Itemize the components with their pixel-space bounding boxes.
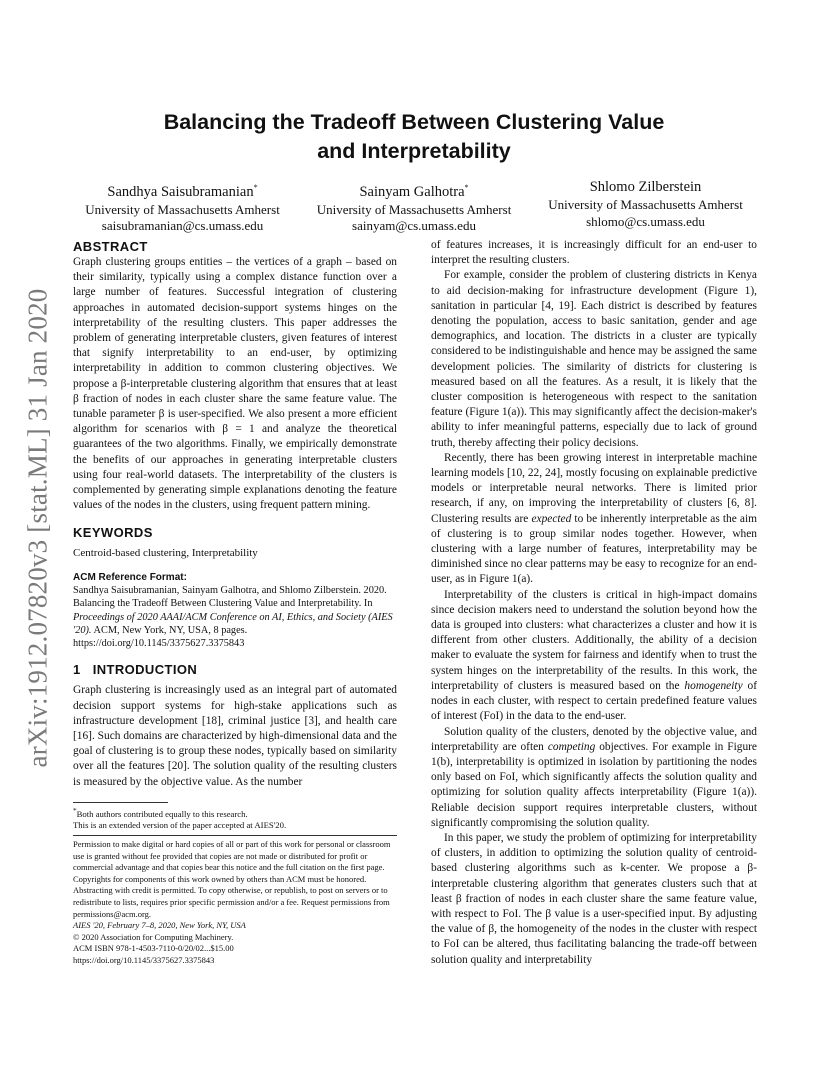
venue-text: AIES '20, February 7–8, 2020, New York, NY, USA <box>73 920 246 931</box>
permission-block <box>73 839 397 967</box>
copyright-text: © 2020 Association for Computing Machinery. <box>73 931 234 942</box>
paragraph-text: objectives. For example in Figure 1(b), interpretability is optimized in isolation by partitioning the nodes only based on FoI, which significantly affects the solution quality and optimizing for solution quality affects interpretability (Figure 1(a)). Reliable decision support requires interpretable clusters, without significantly compromising the solution quality. <box>431 740 757 829</box>
intro-paragraph-4 <box>431 588 757 725</box>
paragraph-text: Interpretability of the clusters is critical in high-impact domains since decision makers need to understand the solution beyond how the data is grouped into clusters: what characterizes a cluster and how it is different from other clusters. Additionally, the ability of a decision maker to evaluate the system for fairness and identify when to trust the system hinges on the interpretability of the results. In this work, the interpretability of clusters is measured based on the <box>431 588 757 692</box>
author-email: saisubramanian@cs.umass.edu <box>101 218 264 234</box>
paragraph-text: Recently, there has been growing interest in interpretable machine learning models [10, 22, 24], mostly focusing on explainable predictive models or interpretable neural networks. There is limited prior research, if any, on improving the interpretability of clusters [6, 8]. Clustering results are <box>431 451 757 525</box>
acm-reference <box>73 571 397 651</box>
keywords-text: Centroid-based clustering, Interpretability <box>73 547 258 560</box>
acm-reference-proceedings: Proceedings of 2020 AAAI/ACM Conference on AI, Ethics, and Society (AIES '20). <box>73 611 393 636</box>
intro-paragraph-1: Graph clustering is increasingly used as an integral part of automated decision support systems for high-stake applications such as infrastructure development [18], criminal justice [3], and health care [16]. Such domains are characterized by high-dimensional data and the goal of clustering is to group these nodes, typically based on similarity over all the features [20]. The solution quality of the resulting clusters is measured by the objective value. As the number <box>73 684 397 788</box>
right-column <box>431 238 757 968</box>
acm-reference-label: ACM Reference Format: <box>73 571 187 583</box>
author-affiliation: University of Massachusetts Amherst <box>85 201 280 217</box>
permission-text: Permission to make digital or hard copies of all or part of this work for personal or classroom use is granted without fee provided that copies are not made or distributed for profit or commercial advantage and that copies bear this notice and the full citation on the first page. Copyrights for components of this work owned by others than ACM must be honored. Abstracting with credit is permitted. To copy otherwise, or republish, to post on servers or to redistribute to lists, requires prior specific permission and/or a fee. Request permissions from permissions@acm.org. <box>73 839 391 919</box>
footnote-mark: * <box>73 807 77 815</box>
emphasis-text: expected <box>531 512 572 525</box>
author-block <box>70 178 758 235</box>
arxiv-identifier: arXiv:1912.07820v3 [stat.ML] 31 Jan 2020 <box>22 288 53 768</box>
abstract-heading: ABSTRACT <box>73 239 148 254</box>
acm-reference-publisher: ACM, New York, NY, USA, 8 pages. https://doi.org/10.1145/3375627.3375843 <box>73 624 248 650</box>
equal-contribution-mark: * <box>464 183 469 192</box>
equal-contribution-mark: * <box>253 183 258 192</box>
emphasis-text: competing <box>547 740 596 753</box>
author-name: Sandhya Saisubramanian <box>107 183 254 200</box>
author-name: Shlomo Zilberstein <box>589 179 702 195</box>
section-title: INTRODUCTION <box>92 662 198 678</box>
footnote-rule <box>73 802 168 803</box>
title-line-2: and Interpretability <box>317 139 511 163</box>
abstract-text: Graph clustering groups entities – the vertices of a graph – based on their similarity, typically using a complex distance function over a large number of features. Successful integration of clustering approaches in automated decision-support systems hinges on the interpretability of the resulting clusters. This paper addresses the problem of generating interpretable clusters, given features of interest that signify interpretability to an end-user, by optimizing interpretability in addition to common clustering objectives. We propose a β-interpretable clustering algorithm that ensures that at least β fraction of nodes in each cluster share the same feature value. The tunable parameter β is user-specified. We also present a more efficient algorithm for scenarios with β = 1 and analyze the theoretical guarantees of the two algorithms. Finally, we empirically demonstrate the benefits of our approaches in generating interpretable clusters using four real-world datasets. The interpretability of the clusters is complemented by generating simple explanations denoting the feature values of the nodes in the clusters, using frequent pattern mining. <box>73 256 397 512</box>
footnote-equal-contribution: Both authors contributed equally to this research. <box>76 808 248 819</box>
emphasis-text: homogeneity <box>684 679 743 692</box>
intro-paragraph-6: In this paper, we study the problem of optimizing for interpretability of clusters, in addition to optimizing the solution quality of centroid-based clustering algorithms such as k-center. We propose a β-interpretable clustering algorithm that generates clusters such that at least β fraction of nodes in each cluster share the same feature value, with respect to FoI. The β value is a user-specified input. By adjusting the value of β, the homogeneity of the nodes in the cluster with respect to FoI can be altered, thus facilitating balancing the trade-off between solution quality and interpretability <box>431 831 757 966</box>
arxiv-sidebar <box>10 283 66 773</box>
author-name: Sainyam Galhotra <box>359 183 465 200</box>
paper-title <box>70 108 758 166</box>
keywords-heading: KEYWORDS <box>73 525 153 541</box>
author-email: shlomo@cs.umass.edu <box>586 213 705 229</box>
paragraph-text: of nodes in each cluster, with respect to certain predefined feature values of interest (FoI) in the data to the end-user. <box>431 679 757 723</box>
intro-paragraph-1-continued: of features increases, it is increasingly difficult for an end-user to interpret the resulting clusters. <box>431 239 757 267</box>
author-affiliation: University of Massachusetts Amherst <box>548 197 743 212</box>
intro-paragraph-3 <box>431 451 757 588</box>
acm-reference-text: Sandhya Saisubramanian, Sainyam Galhotra, and Shlomo Zilberstein. 2020. Balancing the Tradeoff Between Clustering Value and Interpretability. In <box>73 584 387 610</box>
intro-paragraph-5 <box>431 725 757 831</box>
title-line-1: Balancing the Tradeoff Between Clustering Value <box>163 110 665 134</box>
isbn-text: ACM ISBN 978-1-4503-7110-0/20/02...$15.00 <box>73 943 234 954</box>
paragraph-text: Solution quality of the clusters, denoted by the objective value, and interpretability are often <box>431 725 757 753</box>
footnotes <box>73 806 397 832</box>
footnote-extended-version: This is an extended version of the paper accepted at AIES'20. <box>73 820 287 831</box>
author-affiliation: University of Massachusetts Amherst <box>316 201 512 217</box>
author-email: sainyam@cs.umass.edu <box>352 218 476 234</box>
section-number: 1 <box>73 662 81 678</box>
author-1 <box>70 178 295 235</box>
intro-paragraph-2: For example, consider the problem of clustering districts in Kenya to aid decision-making for infrastructure development (Figure 1), sanitation in particular [4, 19]. Each district is described by features denoting the population, access to basic sanitation, gender and age demographics, and location. The districts in a cluster are typically considered to be indistinguishable and hence may be assigned the same development policies. The similarity of districts for clustering is measured based on all the features. As a result, it is likely that the cluster composition is heterogeneous with respect to the sanitation feature (Figure 1(a)). This may significantly affect the decision-maker's ability to infer meaningful patterns, especially due to lack of ground truth, thereby affecting their policy decisions. <box>431 269 757 449</box>
left-column <box>73 238 397 790</box>
author-2 <box>302 178 527 235</box>
permission-rule <box>73 835 397 836</box>
author-3 <box>533 178 758 235</box>
introduction-heading <box>73 661 397 678</box>
doi-link[interactable]: https://doi.org/10.1145/3375627.3375843 <box>73 954 215 965</box>
paragraph-text: to be inherently interpretable as the aim of clustering is to group similar nodes together. However, when clustering with a large number of features, interpretability may be diminished since no clear patterns may be easy to recognize for an end-user, as in Figure 1(a). <box>431 512 757 586</box>
